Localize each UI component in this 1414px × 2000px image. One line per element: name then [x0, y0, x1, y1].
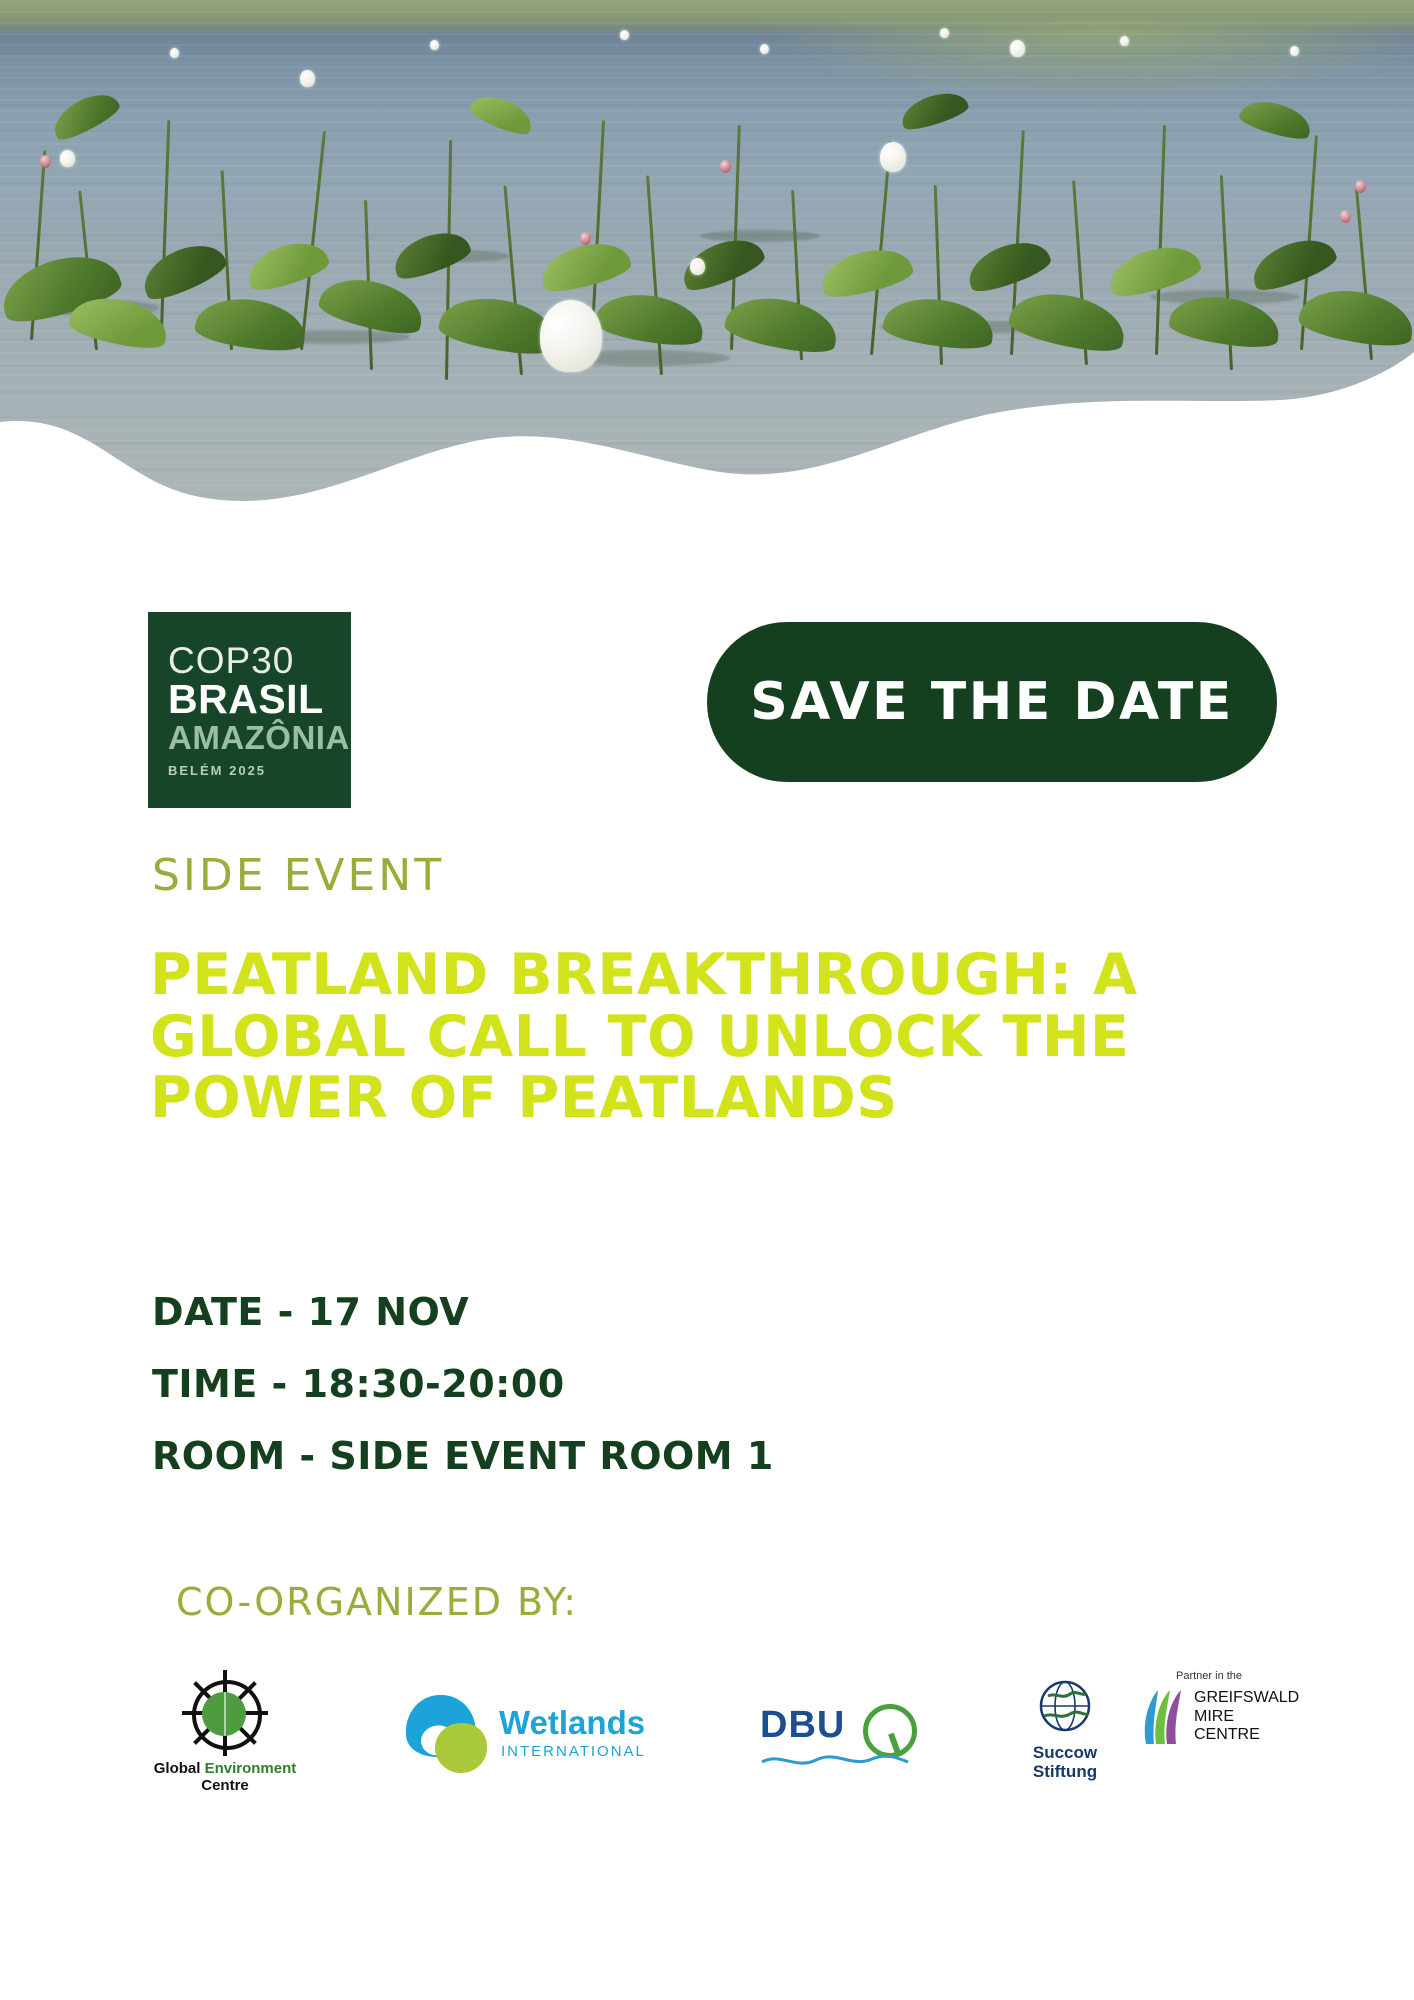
succow-line2: Stiftung [1032, 1761, 1098, 1781]
partner-logos [0, 1670, 1414, 1830]
wetlands-bird-icon [405, 1695, 491, 1773]
gmc-line1: GREIFSWALD [1194, 1688, 1300, 1706]
save-the-date-label: SAVE THE DATE [750, 672, 1234, 732]
gec-globe-icon [182, 1670, 268, 1756]
wetlands-line2: INTERNATIONAL [501, 1743, 646, 1760]
logo-global-environment-centre [130, 1670, 320, 1794]
succow-line1: Succow [1032, 1743, 1098, 1762]
cop30-logo-line1: COP30 [168, 640, 295, 682]
gec-line2: Centre [201, 1777, 249, 1795]
cop30-logo-line3: AMAZÔNIA [168, 719, 350, 757]
event-room: ROOM - SIDE EVENT ROOM 1 [152, 1434, 774, 1478]
dbu-wave-icon [760, 1752, 910, 1768]
logo-dbu [760, 1700, 930, 1780]
save-the-date-badge [707, 622, 1277, 782]
cop30-logo-line4: BELÉM 2025 [168, 762, 267, 778]
dbu-wordmark: DBU [760, 1704, 846, 1746]
gmc-stripes-icon [1140, 1688, 1184, 1746]
cop30-logo [148, 612, 351, 808]
logo-wetlands-international [405, 1690, 675, 1780]
gmc-partner-note: Partner in the [1176, 1670, 1243, 1682]
side-event-kicker: SIDE EVENT [152, 850, 445, 901]
gec-line1 [130, 1760, 320, 1777]
event-date: DATE - 17 NOV [152, 1290, 470, 1334]
gec-line1-text: Global Environment [153, 1760, 297, 1777]
co-organized-label: CO-ORGANIZED BY: [176, 1580, 578, 1624]
event-time: TIME - 18:30-20:00 [152, 1362, 565, 1406]
gmc-line2: MIRE [1194, 1707, 1234, 1725]
gmc-line3: CENTRE [1194, 1726, 1260, 1744]
logo-succow-stiftung [1000, 1678, 1130, 1781]
wetlands-line1: Wetlands [499, 1704, 646, 1741]
hero-image [0, 0, 1414, 560]
succow-globe-icon [1028, 1678, 1102, 1740]
cop30-logo-line2: BRASIL [168, 676, 324, 723]
event-details [152, 1290, 774, 1506]
wave-mask [0, 312, 1414, 560]
gmc-text-block [1194, 1689, 1299, 1746]
dbu-q-icon [863, 1704, 917, 1758]
logo-greifswald-mire-centre [1140, 1670, 1350, 1746]
event-title: PEATLAND BREAKTHROUGH: A GLOBAL CALL TO UNLOCK THE POWER OF PEATLANDS [150, 942, 1138, 1132]
